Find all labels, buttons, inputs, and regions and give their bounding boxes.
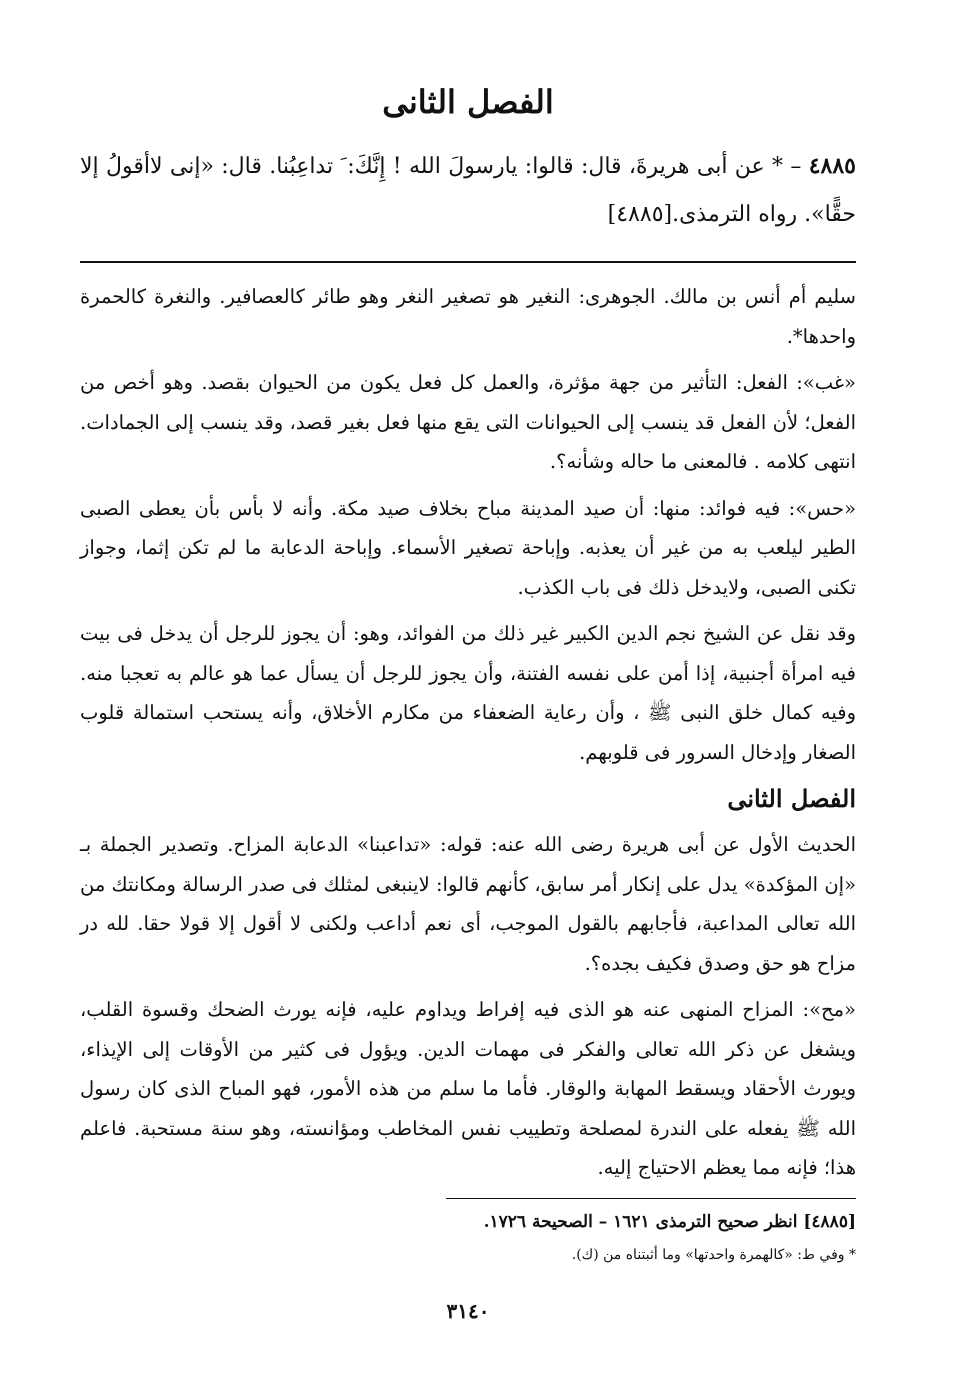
main-divider bbox=[80, 261, 856, 263]
footnote-reference: [٤٨٨٥] انظر صحيح الترمذى ١٦٢١ – الصحيحة ١٧٢٦. bbox=[483, 1211, 856, 1232]
footnote-divider bbox=[446, 1198, 856, 1199]
commentary-paragraph-3: «حس»: فيه فوائد: منها: أن صيد المدينة مباح بخلاف صيد مكة. وأنه لا بأس بأن يعطى الصبى الطير ليلعب به من غير أن يعذبه. وإباحة تصغير الأسماء. وإباحة الدعابة ما لم تكن إثما، وجواز تكنى الصبى، ولايدخل ذلك فى باب الكذب. bbox=[80, 496, 856, 599]
footnote-note: * وفي ط: «كالهمرة واحدتها» وما أثبتناه من (ك). bbox=[571, 1246, 856, 1263]
commentary-paragraph-4: وقد نقل عن الشيخ نجم الدين الكبير غير ذلك من الفوائد، وهو: أن يجوز للرجل أن يدخل فى بيت فيه امرأة أجنبية، إذا أمن على نفسه الفتنة، وأن يجوز للرجل أن يسأل عما هو عالم به تعجبا منه. وفيه كمال خلق النبى ﷺ ، وأن رعاية الضعفاء من مكارم الأخلاق، وأنه يستحب استمالة قلوب الصغار وإدخال السرور فى قلوبهم. bbox=[80, 622, 856, 764]
commentary-paragraph-1: سليم أم أنس بن مالك. الجوهرى: النغير هو تصغير النغر وهو طائر كالعصافير. والنغرة كالحمرة واحدها*. bbox=[80, 285, 856, 348]
commentary-paragraph-2: «غب»: الفعل: التأثير من جهة مؤثرة، والعمل كل فعل يكون من الحيوان بقصد. وهو أخص من الفعل؛ لأن الفعل قد ينسب إلى الحيوانات التى يقع منها فعل بغير قصد، وقد ينسب إلى الجمادات. انتهى كلامه . فالمعنى ما حاله وشأنه؟. bbox=[80, 371, 856, 473]
chapter-title: الفصل الثانى bbox=[382, 83, 554, 121]
section-paragraph-1: الحديث الأول عن أبى هريرة رضى الله عنه: قوله: «تداعبنا» الدعابة المزاح. وتصدير الجملة بـ «إن المؤكدة» يدل على إنكار أمر سابق، كأنهم قالوا: لاينبغى لمثلك فى صدر الرسالة ومكانتك من الله تعالى المداعبة، فأجابهم بالقول الموجب، أى نعم أداعب ولكنى لا أقول إلا قولا حقا. لله در مزاح هو حق وصدق فكيف بجده؟. bbox=[80, 833, 856, 975]
hadith-block bbox=[80, 142, 856, 239]
hadith-text: – * عن أبى هريرةَ، قال: قالوا: يارسولَ الله ! إِنَّكَ: َ تداعِبُنا. قال: «إنى لاأقولُ إلا حقًّا». رواه الترمذى.[٤٨٨٥] bbox=[80, 154, 856, 227]
page-number: ٣١٤٠ bbox=[446, 1298, 490, 1323]
hadith-number: ٤٨٨٥ bbox=[808, 153, 856, 179]
section-heading: الفصل الثانى bbox=[727, 784, 856, 813]
section-paragraph-2: «مح»: المزاح المنهى عنه هو الذى فيه إفراط ويداوم عليه، فإنه يورث الضحك وقسوة القلب، ويشغل عن ذكر الله تعالى والفكر فى مهمات الدين. ويؤول فى كثير من الأوقات إلى الإيذاء، ويورث الأحقاد ويسقط المهابة والوقار. فأما ما سلم من هذه الأمور، فهو المباح الذى كان رسول الله ﷺ يفعله على الندرة لمصلحة وتطييب نفس المخاطب ومؤانسته، وهو سنة مستحبة. فاعلم هذا؛ فإنه مما يعظم الاحتياج إليه. bbox=[80, 998, 856, 1179]
